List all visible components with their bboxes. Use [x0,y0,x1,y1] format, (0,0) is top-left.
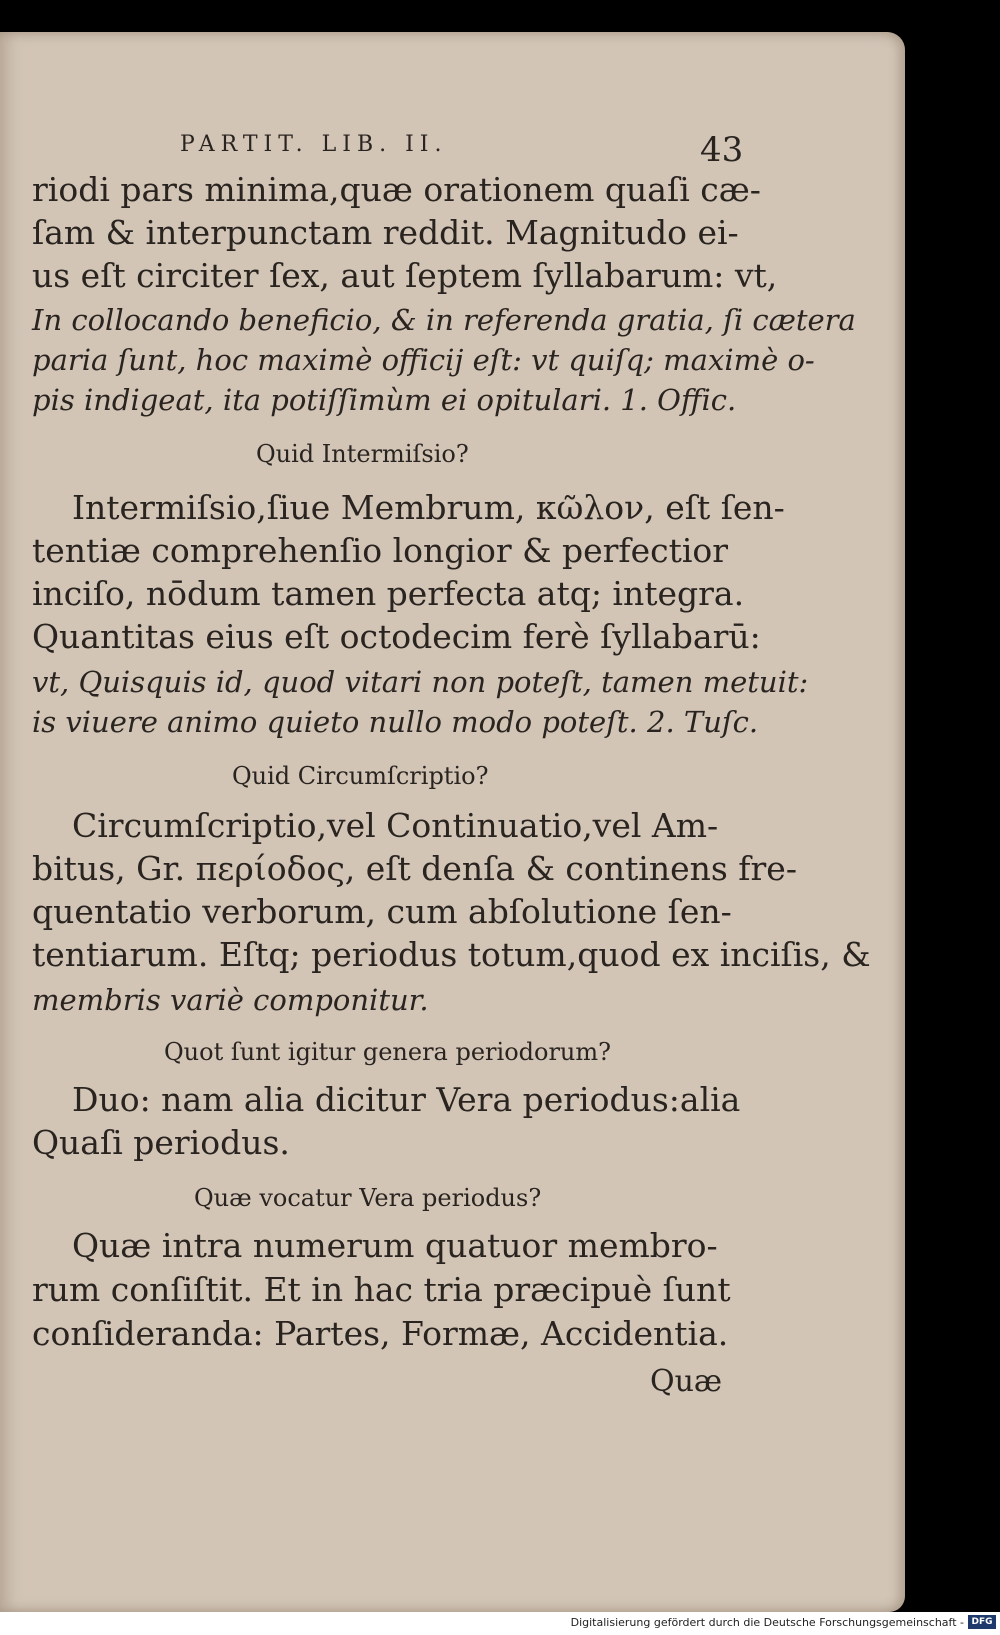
text-line: paria ſunt, hoc maximè officij eſt: vt quiſq; maximè o- [32,343,815,377]
text-line: quentatio verborum, cum abſolutione ſen- [32,892,732,931]
page-number: 43 [700,130,744,170]
catchword: Quæ [650,1364,723,1399]
footer-credit: Digitalisierung gefördert durch die Deutsche Forschungsgemeinschaft - [570,1616,964,1629]
text-line: Intermiſsio,ſiue Membrum, κῶλον, eſt ſen- [72,488,785,527]
text-line: In collocando beneficio, & in referenda gratia, ſi cætera [32,303,856,337]
text-line: ſam & interpunctam reddit. Magnitudo ei- [32,213,739,252]
text-line: us eſt circiter ſex, aut ſeptem ſyllabarum: vt, [32,256,778,295]
text-line: Quaſi periodus. [32,1123,290,1162]
running-title: PARTIT. LIB. II. [180,132,448,157]
text-line: membris variè componitur. [32,983,429,1017]
text-line: is viuere animo quieto nullo modo poteſt. 2. Tuſc. [32,705,759,739]
text-line: inciſo, nōdum tamen perfecta atq; integra. [32,574,745,613]
text-line: tentiarum. Eſtq; periodus totum,quod ex inciſis, & [32,935,871,974]
text-line: Duo: nam alia dicitur Vera periodus:alia [72,1080,741,1119]
text-line: Quæ intra numerum quatuor membro- [72,1226,718,1265]
dfg-logo: DFG [968,1615,996,1629]
question-heading: Quæ vocatur Vera periodus? [194,1184,542,1212]
text-line: tentiæ comprehenſio longior & perfectior [32,531,729,570]
question-heading: Quid Intermiſsio? [256,440,469,468]
question-heading: Quot ſunt igitur genera periodorum? [164,1038,612,1066]
question-heading: Quid Circumſcriptio? [232,762,489,790]
text-line: riodi pars minima,quæ orationem quaſi cæ- [32,170,761,209]
text-line: bitus, Gr. περίοδος, eſt denſa & continens fre- [32,849,797,888]
text-line: pis indigeat, ita potiſſimùm ei opitulari. 1. Offic. [32,383,737,417]
text-line: rum conſiſtit. Et in hac tria præcipuè ſunt [32,1270,731,1309]
text-line: Quantitas eius eſt octodecim ferè ſyllabarū: [32,617,761,656]
text-line: conſideranda: Partes, Formæ, Accidentia. [32,1314,729,1353]
text-line: Circumſcriptio,vel Continuatio,vel Am- [72,806,719,845]
text-line: vt, Quisquis id, quod vitari non poteſt, tamen metuit: [32,665,809,699]
